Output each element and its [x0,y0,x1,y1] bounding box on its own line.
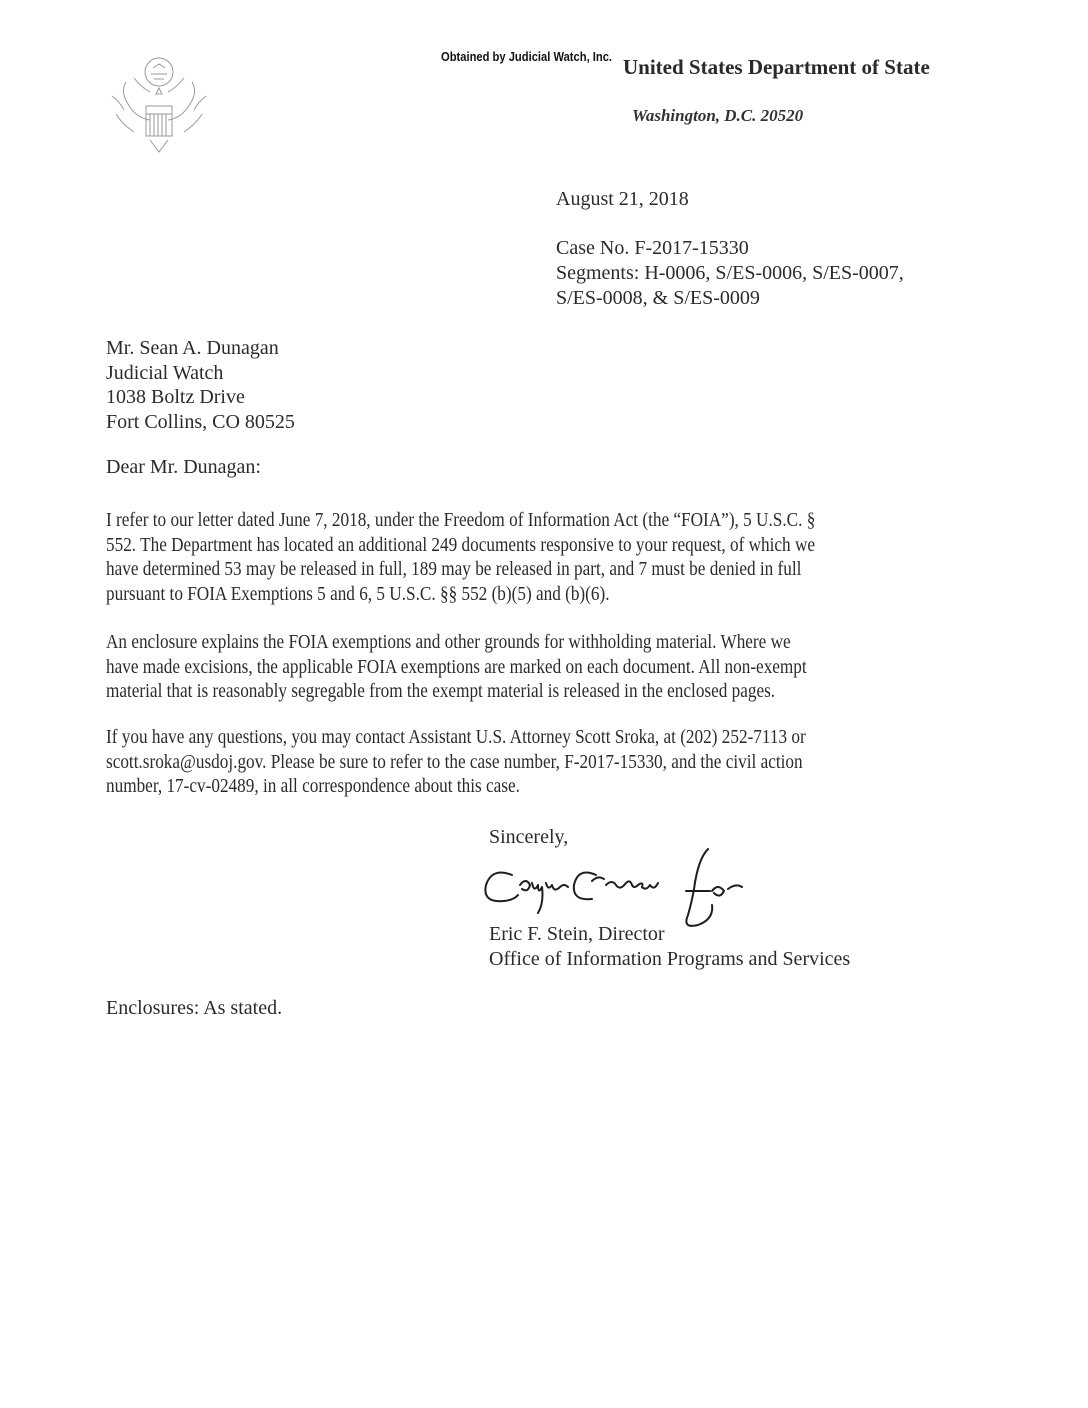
paragraph-line: number, 17-cv-02489, in all correspondence about this case. [106,775,520,797]
recipient-city: Fort Collins, CO 80525 [106,410,295,433]
recipient-street: 1038 Boltz Drive [106,386,245,408]
paragraph-release-summary [106,508,991,606]
paragraph-line: An enclosure explains the FOIA exemptions and other grounds for withholding material. Where we [106,631,791,653]
signer-name-title: Eric F. Stein, Director [489,923,665,945]
paragraph-line: have determined 53 may be released in full, 189 may be released in part, and 7 must be denied in full [106,558,802,580]
salutation: Dear Mr. Dunagan: [106,456,261,478]
paragraph-line: I refer to our letter dated June 7, 2018, under the Freedom of Information Act (the “FOIA”), 5 U.S.C. § [106,509,816,531]
recipient-organization: Judicial Watch [106,361,224,384]
agency-name: United States Department of State [623,55,930,79]
great-seal-icon [106,54,212,158]
paragraph-exemptions [106,630,991,704]
paragraph-line: pursuant to FOIA Exemptions 5 and 6, 5 U.S.C. §§ 552 (b)(5) and (b)(6). [106,582,610,605]
paragraph-line: have made excisions, the applicable FOIA exemptions are marked on each document. All non-exempt [106,655,807,678]
paragraph-line: If you have any questions, you may contact Assistant U.S. Attorney Scott Sroka, at (202) 252-7113 or [106,726,806,748]
signer-office: Office of Information Programs and Services [489,948,851,970]
case-number: Case No. F-2017-15330 [556,237,749,259]
closing: Sincerely, [489,826,569,848]
recipient-name: Mr. Sean A. Dunagan [106,337,279,359]
paragraph-line: 552. The Department has located an additional 249 documents responsive to your request, of which we [106,533,816,556]
segments-line: Segments: H-0006, S/ES-0006, S/ES-0007, [556,262,904,284]
enclosures-note: Enclosures: As stated. [106,997,283,1019]
agency-address: Washington, D.C. 20520 [632,106,804,125]
paragraph-contact [106,725,991,799]
paragraph-line: material that is reasonably segregable from the exempt material is released in the enclosed pages. [106,680,776,702]
paragraph-line: scott.sroka@usdoj.gov. Please be sure to refer to the case number, F-2017-15330, and the civil action [106,750,803,773]
segments-line: S/ES-0008, & S/ES-0009 [556,287,760,309]
recipient-address [106,336,295,434]
letter-date: August 21, 2018 [556,188,689,210]
watermark-text: Obtained by Judicial Watch, Inc. [441,49,613,64]
